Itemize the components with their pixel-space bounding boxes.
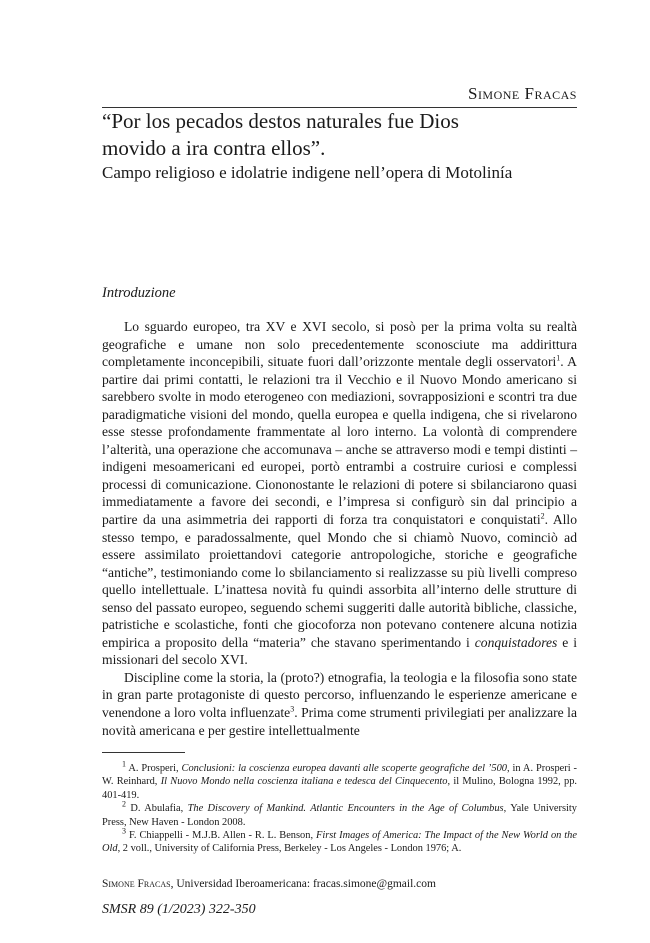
p1-text-c: . Allo stesso tempo, e paradossalmente, quel Mondo che si chiamò Nuovo, cominciò ad essere assimilato proiettandovi categorie antropologiche, storiche e geografiche “antiche”, testimoniando come lo sbilanciamento si realizzasse su più livelli compreso quello intellettuale. L’inattesa novità fu quindi assorbita all’interno delle strutture di senso del passato europeo, seguendo schemi suggeriti dalle autorità bibliche, classiche, patristiche e scolastiche, fonti che giocoforza non potevano contenere alcuna notizia empirica a proposito della “materia” che stavano sperimentando i bbox=[102, 512, 578, 650]
footnote-number: 3 bbox=[122, 826, 126, 836]
footnote-rule bbox=[102, 752, 185, 753]
footnote-3 bbox=[102, 826, 577, 856]
article-subtitle: Campo religioso e idolatrie indigene nell’opera di Motolinía bbox=[102, 163, 513, 182]
p1-text-a: Lo sguardo europeo, tra XV e XVI secolo, si posò per la prima volta su realtà geografiche e umane non solo precedentemente sconosciute ma addirittura completamente inconcepibili, situate fuori dall’orizzonte mentale degli osservatori bbox=[102, 319, 577, 370]
paragraph-2 bbox=[102, 669, 577, 739]
footnote-ref-2[interactable]: 2 bbox=[540, 511, 545, 521]
journal-citation bbox=[102, 902, 256, 918]
footnote-number: 1 bbox=[122, 759, 126, 769]
footnote-italic: First Images of America: The Impact of the New World on the Old bbox=[102, 830, 577, 855]
footnote-italic: Conclusioni: la coscienza europea davanti alle scoperte geografiche del ’500 bbox=[181, 763, 507, 774]
footnote-2 bbox=[102, 799, 577, 829]
footnote-italic: Il Nuovo Mondo nella coscienza italiana e tedesca del Cinquecento bbox=[160, 776, 448, 788]
footnote-text: , in A. Prosperi - W. Reinhard, bbox=[102, 763, 577, 788]
body-text bbox=[102, 318, 577, 739]
author-contact bbox=[102, 878, 436, 890]
journal-name: SMSR bbox=[102, 902, 140, 917]
article-title bbox=[102, 108, 590, 162]
footnote-number: 2 bbox=[122, 799, 126, 809]
title-line-1: “Por los pecados destos naturales fue Dios bbox=[102, 109, 459, 133]
paragraph-1 bbox=[102, 318, 577, 669]
footnote-text: F. Chiappelli - M.J.B. Allen - R. L. Benson, bbox=[126, 830, 316, 842]
p1-text-b: . A partire dai primi contatti, le relazioni tra il Vecchio e il Nuovo Mondo americano si sarebbero svolte in modo eterogeneo con mediazioni, sovrapposizioni e scontri tra due paradigmatiche visioni del mondo, quella europea e quella indigena, che si rivelarono esse stesse profondamente frammentate al loro interno. La volontà di comprendere l’alterità, una operazione che accomunava – anche se attraverso modi e tempi distinti – indigeni mesoamericani ed europei, portò entrambi a costruire curiosi e complessi processi di comunicazione. Ciononostante le relazioni di potere si sbilanciarono quasi immediatamente a favore dei secondi, e l’impresa si configurò sin dal principio a partire da una asimmetria dei rapporti di forza tra conquistatori e conquistati bbox=[102, 354, 577, 528]
p1-text-d: e i missionari del secolo XVI. bbox=[102, 634, 577, 668]
footnote-text: , Yale University Press, New Haven - London 2008. bbox=[102, 803, 577, 828]
footnote-text: , il Mulino, Bologna 1992, pp. 401-419. bbox=[102, 776, 577, 801]
section-heading: Introduzione bbox=[102, 285, 176, 301]
p1-italic-term: conquistadores bbox=[474, 634, 558, 650]
footnotes bbox=[102, 759, 577, 856]
p2-text-b: . Prima come strumenti privilegiati per analizzare la novità americana e per gestire intellettualmente bbox=[102, 705, 577, 738]
footnote-italic: The Discovery of Mankind. Atlantic Encounters in the Age of Columbus bbox=[187, 803, 504, 815]
footnote-ref-1[interactable]: 1 bbox=[556, 353, 561, 363]
contact-affiliation: , Universidad Iberoamericana: fracas.simone@gmail.com bbox=[170, 878, 436, 890]
running-header-author: Simone Fracas bbox=[467, 84, 577, 103]
footnote-1 bbox=[102, 759, 577, 802]
contact-author-name: Simone Fracas bbox=[102, 878, 171, 890]
title-line-2: movido a ira contra ellos”. bbox=[102, 136, 326, 160]
footnote-text: A. Prosperi, bbox=[126, 763, 182, 774]
p2-text-a: Discipline come la storia, la (proto?) etnografia, la teologia e la filosofia sono state in gran parte protagoniste di questo percorso, influenzando le esperienze americane e venendone a loro volta influenzate bbox=[102, 669, 577, 721]
footnote-text: , 2 voll., University of California Press, Berkeley - Los Angeles - London 1976; A. bbox=[117, 843, 462, 855]
footnote-ref-3[interactable]: 3 bbox=[290, 704, 295, 714]
journal-volume: 89 (1/2023) 322-350 bbox=[139, 902, 256, 917]
footnote-text: D. Abulafia, bbox=[126, 803, 188, 815]
